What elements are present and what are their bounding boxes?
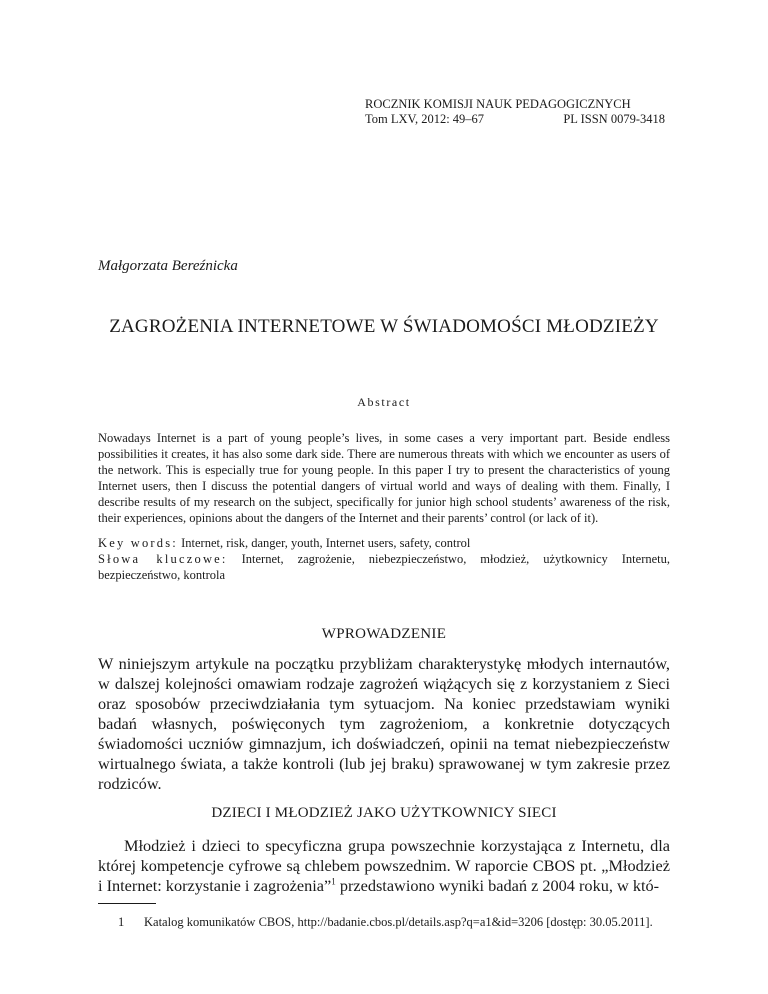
section-heading-users: DZIECI I MŁODZIEŻ JAKO UŻYTKOWNICY SIECI	[211, 805, 557, 821]
keywords-pl-label: Słowa kluczowe:	[98, 552, 228, 566]
abstract-text: Nowadays Internet is a part of young people’s lives, in some cases a very important part. Beside endless possibilities it creates, it has also some dark side. There are numerous threats with which we encounter as users of the network. This is especially true for young people. In this paper I try to present the characteristics of young Internet users, then I discuss the potential dangers of virtual world and ways of dealing with them. Finally, I describe results of my research on the subject, specifically for junior high school students’ awareness of the risk, their experiences, opinions about the dangers of the Internet and their parents’ control (or lack of it).	[98, 431, 670, 525]
paper-title: ZAGROŻENIA INTERNETOWE W ŚWIADOMOŚCI MŁODZIEŻY	[109, 316, 659, 337]
section-users-text-after: przedstawiono wyniki badań z 2004 roku, w któ-	[335, 876, 660, 895]
section-users-text-before: Młodzież i dzieci to specyficzna grupa powszechnie korzystająca z Internetu, dla której kompetencje cyfrowe są chlebem powszednim. W raporcie CBOS pt. „Młodzież i Internet: korzystanie i zagrożenia”	[98, 836, 670, 895]
abstract-heading: Abstract	[357, 395, 411, 409]
keywords-pl	[98, 551, 670, 583]
footnote-text: Katalog komunikatów CBOS, http://badanie.cbos.pl/details.asp?q=a1&id=3206 [dostęp: 30.05.2011].	[144, 915, 653, 929]
journal-volume: Tom LXV, 2012: 49–67	[365, 112, 485, 126]
journal-issn: PL ISSN 0079-3418	[563, 112, 665, 126]
journal-header	[365, 97, 665, 127]
section-users-text	[98, 836, 670, 896]
journal-meta-row	[365, 112, 665, 127]
keywords-en	[98, 535, 670, 551]
keywords-pl-text: Internet, zagrożenie, niebezpieczeństwo, młodzież, użytkownicy Internetu, bezpieczeństwo, kontrola	[98, 552, 671, 582]
footnote	[118, 914, 678, 930]
keywords-en-label: Key words:	[98, 536, 178, 550]
footnote-divider	[98, 903, 156, 904]
section-heading-intro: WPROWADZENIE	[321, 626, 447, 642]
section-intro-text: W niniejszym artykule na początku przybliżam charakterystykę młodych internautów, w dalszej kolejności omawiam rodzaje zagrożeń wiążących się z korzystaniem z Sieci oraz sposobów przeciwdziałania tym sytuacjom. Na koniec przedstawiam wyniki badań własnych, poświęconych tym zagrożeniom, a konkretnie dotyczących świadomości uczniów gimnazjum, ich doświadczeń, opinii na temat niebezpieczeństw wirtualnego świata, a także kontroli (lub jej braku) sprawowanej w tym zakresie przez rodziców.	[98, 654, 670, 793]
keywords-en-text: Internet, risk, danger, youth, Internet users, safety, control	[181, 536, 471, 550]
author-name: Małgorzata Bereźnicka	[98, 258, 238, 274]
journal-name: ROCZNIK KOMISJI NAUK PEDAGOGICZNYCH	[365, 97, 631, 111]
keywords-block	[98, 535, 670, 583]
footnote-ref[interactable]: 1	[331, 876, 336, 887]
footnote-number: 1	[118, 915, 125, 929]
